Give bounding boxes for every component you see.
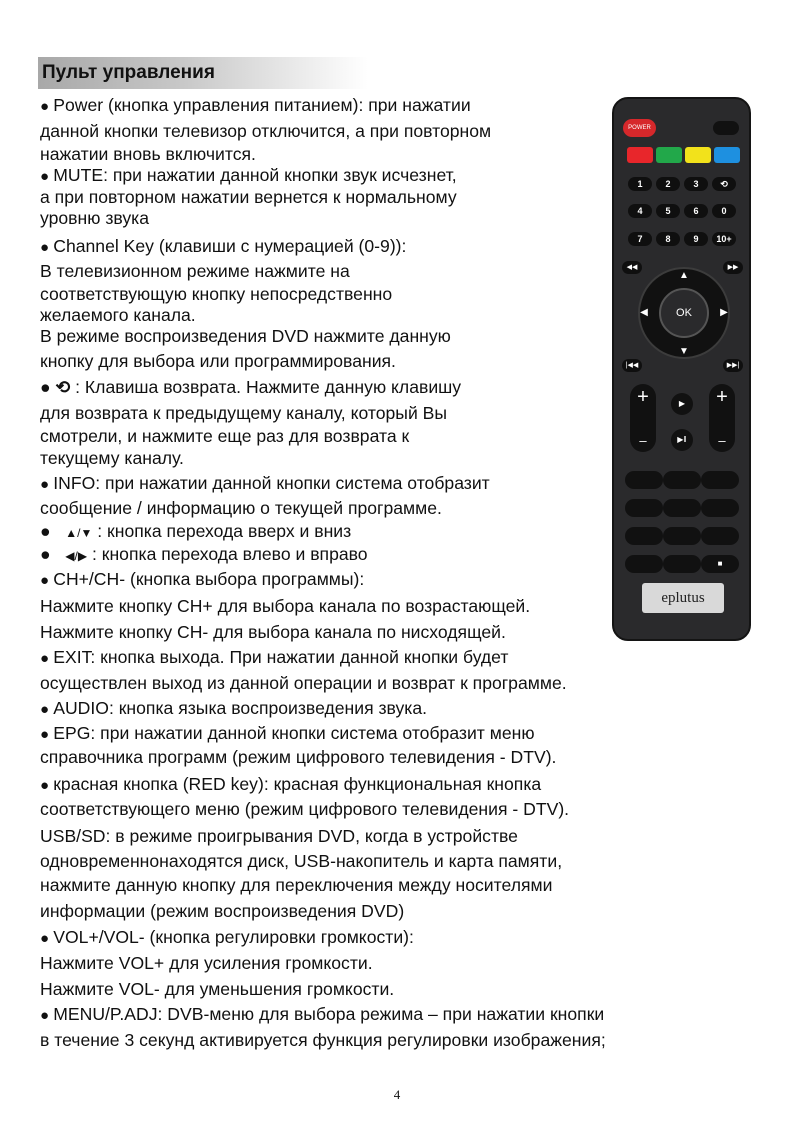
- plus-label: +: [637, 386, 649, 408]
- digit-button: 5: [656, 204, 680, 218]
- function-button: [625, 471, 663, 489]
- right-arrow-icon: ▶: [720, 307, 728, 318]
- stop-icon: ■: [701, 555, 739, 573]
- previous-icon: |◀◀: [622, 359, 642, 372]
- digit-button: 10+: [712, 232, 736, 246]
- text-line: Нажмите VOL- для уменьшения громкости.: [40, 979, 395, 999]
- text-line: нажатии вновь включится.: [40, 144, 256, 164]
- left-arrow-icon: ◀: [640, 307, 648, 318]
- digit-button: 1: [628, 177, 652, 191]
- text-line: кнопку для выбора или программирования.: [40, 351, 396, 371]
- text-line-body: : кнопка перехода влево и вправо: [91, 544, 368, 564]
- minus-label: –: [639, 433, 647, 448]
- digit-button: 3: [684, 177, 708, 191]
- text-line: Нажмите кнопку CH- для выбора канала по нисходящей.: [40, 622, 506, 642]
- text-line: ● CH+/CH- (кнопка выбора программы):: [40, 568, 364, 592]
- ok-button: OK: [659, 288, 709, 338]
- rewind-icon: ◀◀: [622, 261, 642, 274]
- play-icon: ▶: [671, 393, 693, 415]
- fast-forward-icon: ▶▶: [723, 261, 743, 274]
- text-line: данной кнопки телевизор отключится, а при повторном: [40, 121, 492, 141]
- function-button: [663, 471, 701, 489]
- text-line: нажмите данную кнопку для переключения между носителями: [40, 875, 553, 895]
- left-right-arrows-icon: ◀/▶: [65, 549, 88, 563]
- page-number: 4: [393, 1087, 401, 1102]
- text-line: уровню звука: [40, 208, 150, 228]
- text-line: а при повторном нажатии вернется к нормальному: [40, 187, 457, 207]
- return-button: ⟲: [712, 177, 736, 191]
- text-line: В режиме воспроизведения DVD нажмите данную: [40, 326, 451, 346]
- remote-control-image: [612, 97, 751, 641]
- function-button: [701, 471, 739, 489]
- brand-logo: eplutus: [642, 583, 724, 613]
- next-icon: ▶▶|: [723, 359, 743, 372]
- channel-rocker: [630, 384, 656, 452]
- text-line: ● EXIT: кнопка выхода. При нажатии данной кнопки будет: [40, 646, 508, 670]
- function-button: [663, 527, 701, 545]
- text-line: соответствующую кнопку непосредственно: [40, 284, 393, 304]
- text-line: соответствующего меню (режим цифрового телевидения - DTV).: [40, 799, 570, 819]
- volume-rocker: [709, 384, 735, 452]
- text-line: текущему каналу.: [40, 448, 184, 468]
- function-button: [625, 555, 663, 573]
- digit-button: 4: [628, 204, 652, 218]
- digit-button: 0: [712, 204, 736, 218]
- green-button: [656, 147, 682, 163]
- text-line: Нажмите VOL+ для усиления громкости.: [40, 953, 373, 973]
- bullet: ●: [40, 377, 56, 397]
- text-line: ● Power (кнопка управления питанием): при нажатии: [40, 94, 471, 118]
- bullet: ●: [40, 521, 66, 541]
- text-line: осуществлен выход из данной операции и возврат к программе.: [40, 673, 567, 693]
- function-button: [701, 499, 739, 517]
- text-line: ● Channel Key (клавиши с нумерацией (0-9)):: [40, 235, 406, 259]
- text-line: сообщение / информацию о текущей программе.: [40, 498, 442, 518]
- text-line: для возврата к предыдущему каналу, который Вы: [40, 403, 448, 423]
- function-button: [701, 527, 739, 545]
- minus-label: –: [718, 433, 726, 448]
- digit-button: 9: [684, 232, 708, 246]
- text-line: информации (режим воспроизведения DVD): [40, 901, 405, 921]
- digit-button: 2: [656, 177, 680, 191]
- text-line: [40, 376, 461, 398]
- digit-button: 6: [684, 204, 708, 218]
- text-line-body: : Клавиша возврата. Нажмите данную клавишу: [75, 377, 462, 397]
- text-line: ● AUDIO: кнопка языка воспроизведения звука.: [40, 697, 427, 721]
- mute-button: [713, 121, 739, 135]
- text-line: ● MUTE: при нажатии данной кнопки звук исчезнет,: [40, 164, 457, 188]
- text-line: В телевизионном режиме нажмите на: [40, 261, 350, 281]
- section-title: Пульт управления: [42, 62, 215, 83]
- digit-button: 8: [656, 232, 680, 246]
- text-line: USB/SD: в режиме проигрывания DVD, когда в устройстве: [40, 826, 518, 846]
- plus-label: +: [716, 386, 728, 408]
- text-line: смотрели, и нажмите еще раз для возврата к: [40, 426, 410, 446]
- text-line: Нажмите кнопку CH+ для выбора канала по возрастающей.: [40, 596, 531, 616]
- text-line: в течение 3 секунд активируется функция регулировки изображения;: [40, 1030, 606, 1050]
- yellow-button: [685, 147, 711, 163]
- up-arrow-icon: ▲: [679, 270, 689, 281]
- bullet: ●: [40, 544, 66, 564]
- return-icon: ⟲: [55, 377, 71, 397]
- text-line: ● VOL+/VOL- (кнопка регулировки громкости):: [40, 926, 414, 950]
- power-button: POWER: [623, 119, 656, 137]
- function-button: [625, 527, 663, 545]
- play-pause-icon: ▶‖: [671, 429, 693, 451]
- down-arrow-icon: ▼: [679, 346, 689, 357]
- text-line: [40, 520, 351, 544]
- text-line: ● EPG: при нажатии данной кнопки система отобразит меню: [40, 722, 535, 746]
- red-button: [627, 147, 653, 163]
- text-line: одновременнонаходятся диск, USB-накопитель и карта памяти,: [40, 851, 563, 871]
- text-line: [40, 543, 368, 567]
- up-down-arrows-icon: ▲/▼: [65, 526, 93, 540]
- blue-button: [714, 147, 740, 163]
- text-line: справочника программ (режим цифрового телевидения - DTV).: [40, 747, 557, 767]
- section-header: [38, 57, 368, 89]
- text-line: ● красная кнопка (RED key): красная функциональная кнопка: [40, 773, 541, 797]
- function-button: [663, 555, 701, 573]
- digit-button: 7: [628, 232, 652, 246]
- function-button: [663, 499, 701, 517]
- text-line-body: : кнопка перехода вверх и вниз: [97, 521, 352, 541]
- text-line: желаемого канала.: [40, 305, 196, 325]
- function-button: [625, 499, 663, 517]
- text-line: ● MENU/P.ADJ: DVB-меню для выбора режима – при нажатии кнопки: [40, 1003, 604, 1027]
- text-line: ● INFO: при нажатии данной кнопки система отобразит: [40, 472, 490, 496]
